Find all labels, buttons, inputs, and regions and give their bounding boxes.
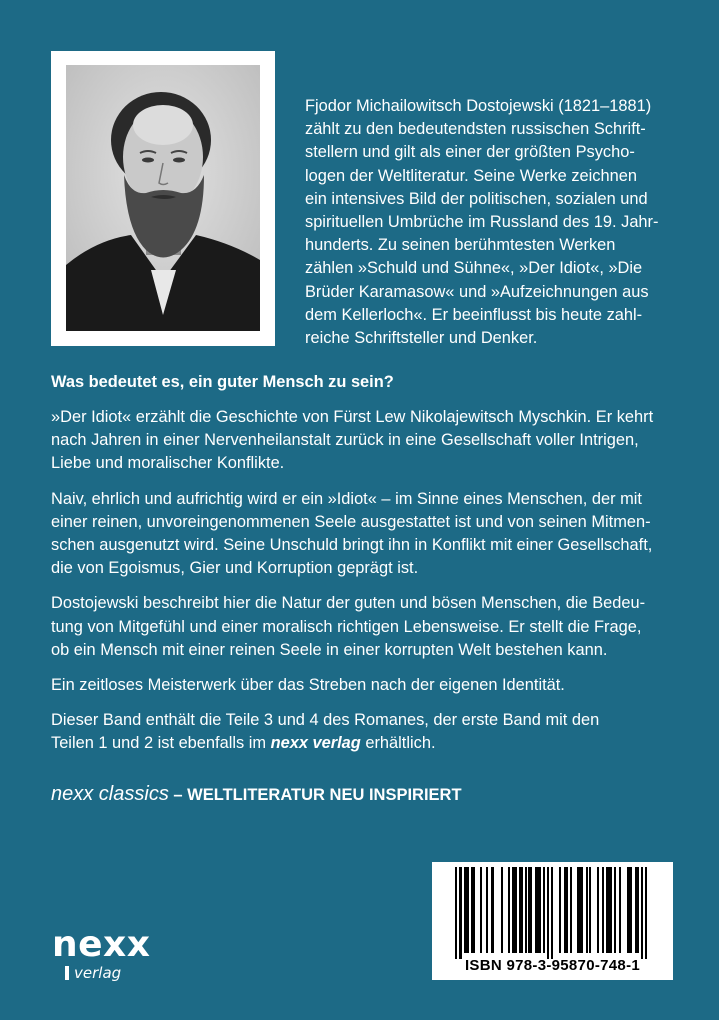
blurb-paragraph [51, 406, 691, 476]
series-tagline [51, 783, 462, 806]
barcode-bar [589, 867, 591, 953]
barcode-bar [528, 867, 532, 953]
bio-line: logen der Weltliteratur. Seine Werke zeichnen [305, 166, 637, 185]
author-photo-frame [51, 51, 275, 346]
blurb-paragraph [51, 674, 691, 697]
barcode-bar [519, 867, 523, 953]
edition-note-text: Teilen 1 und 2 ist ebenfalls im [51, 734, 271, 753]
paragraph-line: ob ein Mensch mit einer reinen Seele in einer korrupten Welt bestehen kann. [51, 640, 608, 659]
barcode-bar [606, 867, 612, 953]
barcode-bar [543, 867, 545, 953]
paragraph-line: nach Jahren in einer Nervenheilanstalt zurück in eine Gesellschaft voller Intrigen, [51, 431, 639, 450]
barcode-bar [577, 867, 583, 953]
barcode-bar [597, 867, 599, 953]
barcode-bar [645, 867, 647, 959]
blurb-heading: Was bedeutet es, ein guter Mensch zu sein? [51, 373, 394, 391]
barcode-bar [501, 867, 503, 953]
barcode-bar [512, 867, 517, 953]
barcode-bar [586, 867, 588, 953]
paragraph-line: Liebe und moralischer Konflikte. [51, 454, 285, 473]
barcode-bar [525, 867, 527, 953]
bio-line: Brüder Karamasow« und »Aufzeichnungen aus [305, 282, 649, 301]
author-biography [305, 95, 700, 350]
bio-line: zählt zu den bedeutendsten russischen Schrift- [305, 120, 646, 139]
paragraph-line: Ein zeitloses Meisterwerk über das Streben nach der eigenen Identität. [51, 676, 565, 695]
series-slogan: WELTLITERATUR NEU INSPIRIERT [187, 786, 462, 804]
barcode-bar [614, 867, 616, 953]
blurb-paragraph [51, 592, 691, 662]
bio-line: reiche Schriftsteller und Denker. [305, 329, 538, 348]
edition-note [51, 709, 691, 755]
barcode-bar [627, 867, 632, 953]
barcode-bar [570, 867, 572, 953]
paragraph-line: Naiv, ehrlich und aufrichtig wird er ein »Idiot« – im Sinne eines Menschen, der mit [51, 489, 642, 508]
paragraph-line: einer reinen, unvoreingenommenen Seele ausgestattet ist und von seinen Mitmen- [51, 512, 651, 531]
logo-subtitle: verlag [74, 964, 122, 982]
barcode-bars [455, 867, 651, 953]
bio-line: zählen »Schuld und Sühne«, »Der Idiot«, »Die [305, 259, 643, 278]
publisher-name: nexx verlag [270, 734, 361, 753]
barcode-bar [491, 867, 494, 953]
paragraph-line: tung von Mitgefühl und einer moralisch richtigen Lebensweise. Er stellt die Frage, [51, 617, 642, 636]
barcode-bar [559, 867, 561, 953]
isbn-number: ISBN 978-3-95870-748-1 [464, 957, 641, 974]
paragraph-line: »Der Idiot« erzählt die Geschichte von Fürst Lew Nikolajewitsch Myschkin. Er kehrt [51, 408, 654, 426]
barcode-bar [486, 867, 488, 953]
edition-note-text: erhältlich. [360, 734, 436, 753]
barcode-bar [459, 867, 462, 959]
publisher-logo [52, 924, 162, 987]
barcode-bar [464, 867, 469, 953]
paragraph-line: Dostojewski beschreibt hier die Natur der guten und bösen Menschen, die Bedeu- [51, 594, 646, 613]
barcode-bar [535, 867, 541, 953]
paragraph-line [51, 732, 691, 755]
blurb-paragraph [51, 488, 691, 581]
bio-line: dem Kellerloch«. Er beeinflusst bis heute zahl- [305, 305, 643, 324]
barcode-bar [635, 867, 639, 953]
barcode-bar [551, 867, 553, 959]
bio-line: Fjodor Michailowitsch Dostojewski (1821–1881) [305, 97, 652, 115]
barcode-bar [547, 867, 549, 959]
barcode-bar [471, 867, 475, 953]
bio-line: ein intensives Bild der politischen, sozialen und [305, 189, 648, 208]
blurb [51, 371, 691, 768]
paragraph-line: Dieser Band enthält die Teile 3 und 4 des Romanes, der erste Band mit den [51, 711, 600, 730]
barcode-bar [564, 867, 568, 953]
portrait-illustration-icon [66, 65, 260, 331]
barcode-bar [480, 867, 482, 953]
barcode-bar [455, 867, 457, 959]
logo-wordmark: nexx [52, 924, 151, 965]
bio-line: spirituellen Umbrüche im Russland des 19. Jahr- [305, 213, 659, 232]
paragraph-line: schen ausgenutzt wird. Seine Unschuld bringt ihn in Konflikt mit einer Gesellschaft, [51, 536, 653, 555]
tagline-separator: – [168, 786, 188, 804]
barcode-bar [619, 867, 621, 953]
paragraph-line: die von Egoismus, Gier und Korruption geprägt ist. [51, 559, 419, 578]
series-brand: nexx classics [51, 783, 169, 805]
bio-line: stellern und gilt als einer der größten Psycho- [305, 143, 635, 162]
author-portrait-image [66, 65, 260, 331]
bio-line: hunderts. Zu seinen berühmtesten Werken [305, 236, 616, 255]
bookmark-icon [65, 966, 69, 980]
isbn-barcode [432, 862, 673, 980]
barcode-bar [602, 867, 604, 953]
barcode-bar [508, 867, 510, 953]
barcode-bar [641, 867, 643, 959]
